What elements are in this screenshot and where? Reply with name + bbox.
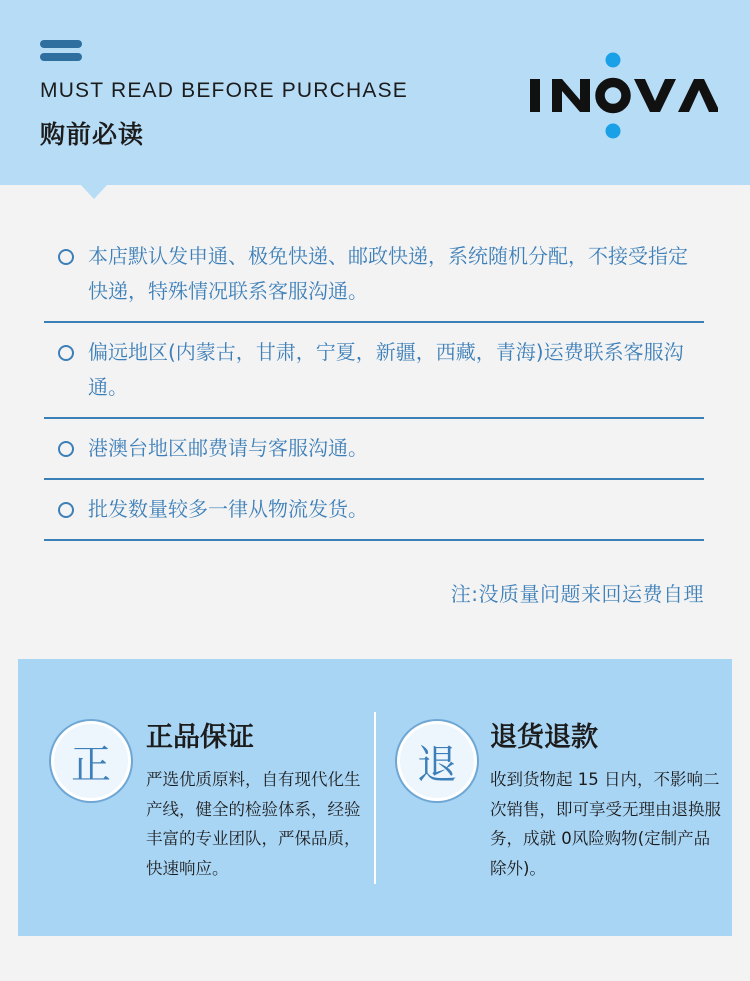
panel-divider (374, 712, 376, 884)
brand-logo (528, 50, 718, 142)
authentic-badge-icon: 正 (51, 721, 131, 801)
notice-item (44, 323, 704, 419)
notice-text: 批发数量较多一律从物流发货。 (88, 497, 368, 521)
authentic-guarantee-text: 严选优质原料，自有现代化生产线，健全的检验体系，经验丰富的专业团队，严保品质，快速响应。 (146, 770, 361, 878)
circle-bullet-icon (58, 345, 74, 361)
return-refund-title: 退货退款 (490, 722, 598, 753)
notice-text: 港澳台地区邮费请与客服沟通。 (88, 436, 368, 460)
service-promise-panel (18, 659, 732, 936)
shipping-footnote: 注:没质量问题来回运费自理 (450, 582, 704, 606)
circle-bullet-icon (58, 441, 74, 457)
return-badge-icon: 退 (397, 721, 477, 801)
notice-item (44, 227, 704, 323)
menu-icon[interactable] (40, 40, 82, 62)
header-banner (0, 0, 750, 185)
header-subtitle: MUST READ BEFORE PURCHASE (40, 79, 408, 102)
circle-bullet-icon (58, 502, 74, 518)
return-refund-text: 收到货物起 15 日内，不影响二次销售，即可享受无理由退换服务，成就 0风险购物(定制产品除外)。 (490, 770, 721, 878)
notice-item (44, 480, 704, 541)
notice-list (44, 227, 704, 541)
notice-text: 偏远地区(内蒙古，甘肃，宁夏，新疆，西藏，青海)运费联系客服沟通。 (88, 340, 684, 399)
notice-item (44, 419, 704, 480)
header-pointer (80, 184, 108, 199)
authentic-guarantee-title: 正品保证 (146, 722, 254, 753)
page-title: 购前必读 (40, 120, 145, 149)
circle-bullet-icon (58, 249, 74, 265)
notice-text: 本店默认发申通、极免快递、邮政快递，系统随机分配，不接受指定快递，特殊情况联系客服沟通。 (88, 244, 688, 303)
